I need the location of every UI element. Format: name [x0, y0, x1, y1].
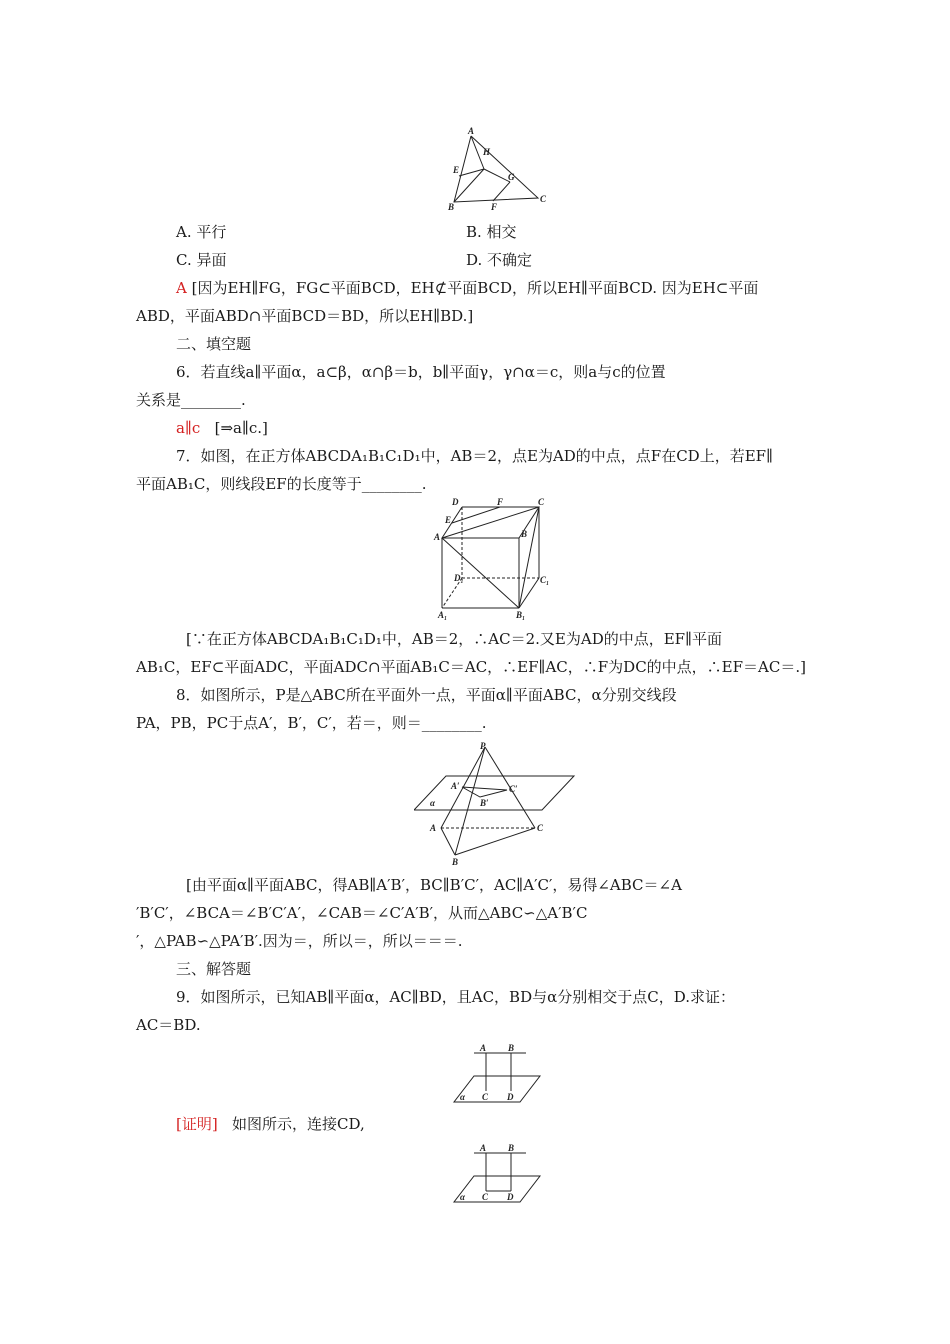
- q5-explanation-1: A [因为EH∥FG，FG⊂平面BCD，EH⊄平面BCD，所以EH∥平面BCD. 因为EH⊂平面: [176, 279, 759, 297]
- section-fill-in: 二、填空题: [176, 335, 252, 353]
- label-b: B: [521, 529, 528, 539]
- q6-answer: a∥c: [176, 419, 201, 437]
- label-b: B: [508, 1143, 515, 1153]
- figure-triangle-q5: [444, 126, 550, 212]
- proof-tag: [证明]: [176, 1115, 218, 1133]
- label-e: E: [453, 165, 460, 175]
- label-p: P: [480, 741, 486, 751]
- q9-line-2: AC＝BD.: [136, 1016, 201, 1034]
- label-b-prime: B′: [480, 798, 489, 808]
- label-a: A: [468, 126, 475, 136]
- q5-explanation-2: ABD，平面ABD∩平面BCD＝BD，所以EH∥BD.]: [136, 307, 474, 325]
- q7-line-2: 平面AB₁C，则线段EF的长度等于________.: [136, 475, 427, 493]
- q7-explanation-1: [∵在正方体ABCDA₁B₁C₁D₁中，AB＝2，∴AC＝2.又E为AD的中点，EF∥平面: [186, 630, 723, 648]
- label-c: C: [538, 497, 545, 507]
- q5-answer: A: [176, 279, 187, 297]
- q9-line-1: 9．如图所示，已知AB∥平面α，AC∥BD，且AC，BD与α分别相交于点C，D.求证：: [176, 988, 735, 1006]
- label-b1: B₁: [516, 610, 526, 620]
- q8-explanation-2: ′B′C′，∠BCA＝∠B′C′A′，∠CAB＝∠C′A′B′，从而△ABC∽△A′B′C: [136, 904, 588, 922]
- label-d: D: [452, 497, 459, 507]
- figure-pyramid-q8: [414, 740, 576, 868]
- label-c1: C₁: [540, 575, 550, 585]
- label-b: B: [452, 857, 459, 867]
- label-alpha: α: [460, 1192, 465, 1202]
- q8-explanation-3: ′，△PAB∽△PA′B′.因为＝，所以＝，所以＝＝＝.: [136, 932, 463, 950]
- label-alpha: α: [430, 798, 435, 808]
- label-f: F: [497, 497, 504, 507]
- label-b: B: [448, 202, 455, 212]
- label-d: D: [507, 1092, 514, 1102]
- label-f: F: [491, 202, 498, 212]
- label-c-prime: C′: [509, 784, 518, 794]
- label-alpha: α: [460, 1092, 465, 1102]
- option-a: A. 平行: [176, 223, 227, 241]
- option-c: C. 异面: [176, 251, 227, 269]
- figure-plane-q9: [450, 1042, 542, 1104]
- figure-plane-cd-q9: [450, 1142, 542, 1204]
- label-a: A: [434, 532, 441, 542]
- q8-line-1: 8．如图所示，P是△ABC所在平面外一点，平面α∥平面ABC，α分别交线段: [176, 686, 677, 704]
- label-a: A: [480, 1143, 487, 1153]
- q7-line-1: 7．如图，在正方体ABCDA₁B₁C₁D₁中，AB＝2，点E为AD的中点，点F在CD上，若EF∥: [176, 447, 773, 465]
- label-a: A: [480, 1043, 487, 1053]
- q6-line-1: 6．若直线a∥平面α，a⊂β，α∩β＝b，b∥平面γ，γ∩α＝c，则a与c的位置: [176, 363, 666, 381]
- label-c: C: [540, 194, 547, 204]
- label-g: G: [508, 172, 515, 182]
- label-c: C: [537, 823, 544, 833]
- q9-proof-line: [证明] 如图所示，连接CD,: [176, 1115, 365, 1133]
- section-answer: 三、解答题: [176, 960, 252, 978]
- q8-explanation-1: [由平面α∥平面ABC，得AB∥A′B′，BC∥B′C′，AC∥A′C′，易得∠ABC＝∠A: [186, 876, 682, 894]
- label-d1: D₁: [454, 573, 464, 583]
- q6-answer-line: a∥c [⇒a∥c.]: [176, 419, 268, 437]
- option-d: D. 不确定: [466, 251, 533, 269]
- label-c: C: [482, 1092, 489, 1102]
- label-e: E: [445, 515, 452, 525]
- q7-explanation-2: AB₁C，EF⊂平面ADC，平面ADC∩平面AB₁C＝AC，∴EF∥AC，∴F为DC的中点，∴EF＝AC＝.]: [136, 658, 806, 676]
- q8-line-2: PA，PB，PC于点A′，B′，C′，若＝，则＝________.: [136, 714, 487, 732]
- label-a1: A₁: [438, 610, 448, 620]
- label-a-prime: A′: [451, 781, 460, 791]
- option-b: B. 相交: [466, 223, 517, 241]
- figure-cube-q7: [432, 496, 562, 622]
- q6-line-2: 关系是________.: [136, 391, 246, 409]
- label-c: C: [482, 1192, 489, 1202]
- label-b: B: [508, 1043, 515, 1053]
- label-h: H: [483, 147, 491, 157]
- label-d: D: [507, 1192, 514, 1202]
- label-a: A: [430, 823, 437, 833]
